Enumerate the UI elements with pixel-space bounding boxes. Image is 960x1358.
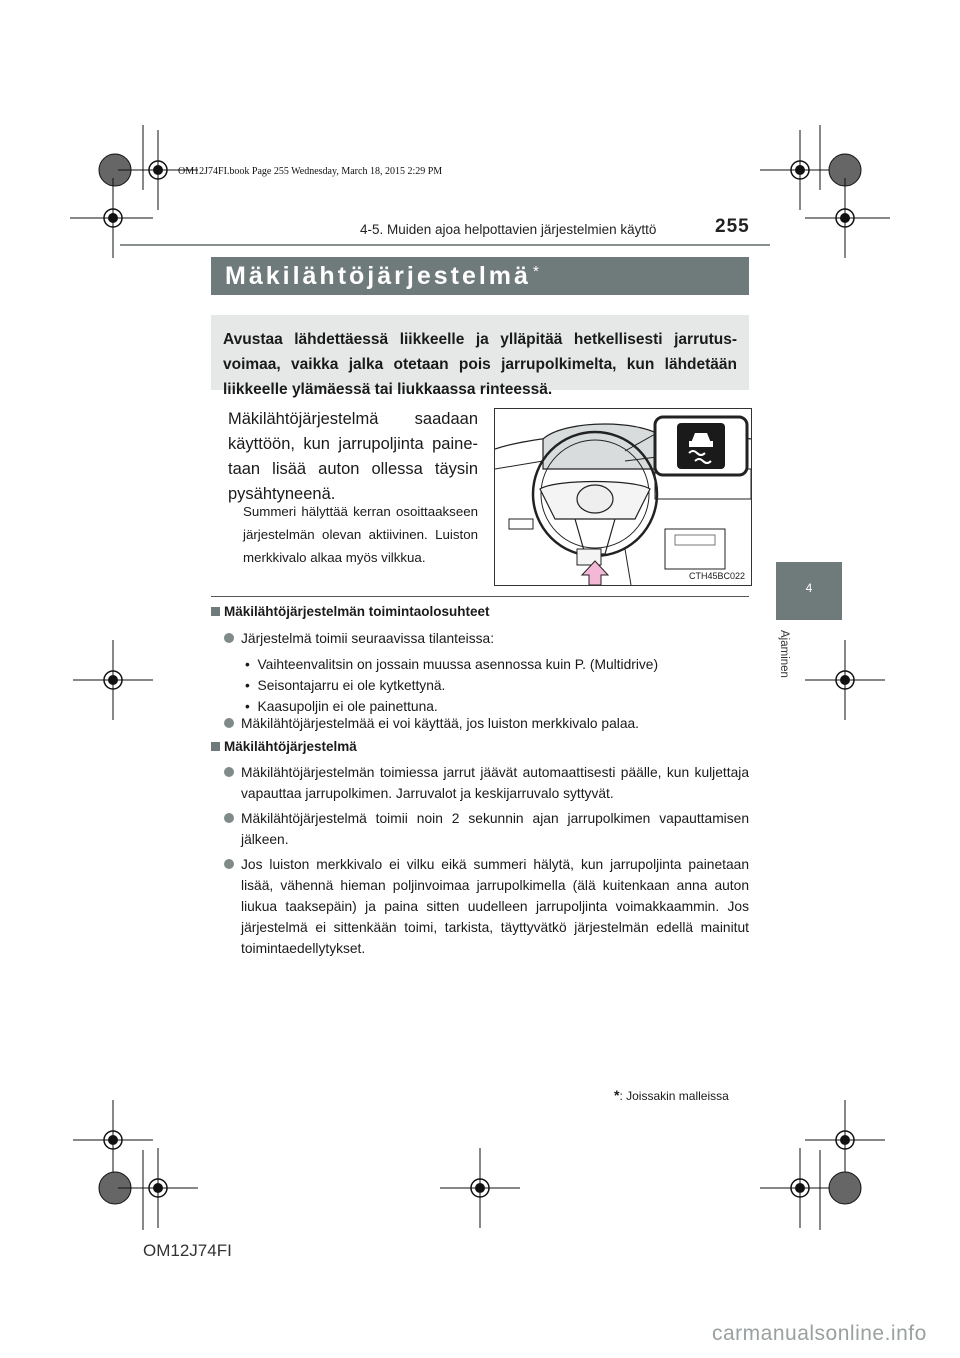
bullet-item: Mäkilähtöjärjestelmä toimii noin 2 sekunnin ajan jarrupolkimen vapauttamisen jälkeen. (224, 808, 749, 850)
lead-note: Summeri hälyttää kerran osoittaakseen järjestelmän olevan aktiivinen. Luiston merkkivalo alkaa myös vilkkua. (243, 504, 478, 565)
watermark: carmanualsonline.info (712, 1322, 927, 1345)
sub-item: • Kaasupoljin ei ole painettuna. (245, 699, 438, 714)
registration-mark (73, 640, 153, 720)
lead-text: Mäkilähtöjärjestelmä saadaan käyttöön, kun jarrupoljinta painetaan lisää auton ollessa täysin pysähtyneenä. (228, 410, 478, 503)
footnote-star: * (614, 1087, 620, 1103)
sub-item: • Seisontajarru ei ole kytkettynä. (245, 678, 446, 693)
sub-item: • Vaihteenvalitsin on jossain muussa asennossa kuin P. (Multidrive) (245, 657, 659, 672)
registration-mark (805, 1100, 885, 1180)
print-info: OM12J74FI.book Page 255 Wednesday, March 18, 2015 2:29 PM (178, 166, 443, 177)
section-marker (211, 742, 220, 751)
chapter-number: 4 (805, 581, 813, 595)
section-heading-conditions: Mäkilähtöjärjestelmän toimintaolosuhteet (211, 604, 490, 619)
footnote-text: : Joissakin malleissa (619, 1089, 729, 1103)
footnote (614, 1087, 729, 1103)
bullet-item: Järjestelmä toimii seuraavissa tilanteissa: (224, 628, 749, 649)
registration-mark (805, 640, 885, 720)
bullet-item: Jos luiston merkkivalo ei vilku eikä summeri hälytä, kun jarrupoljinta painetaan lisää, vähennä hieman poljinvoimaa jarrupolkimella (älä kuitenkaan anna auton liukua taaksepäin) ja paina sitten uudelleen jarrupoljinta voimakkaammin. Jos järjestelmä ei sittenkään toimi, tarkista, täyttyvätkö järjestelmän edellä mainitut toimintaedellytykset. (224, 854, 749, 959)
registration-mark (440, 1148, 520, 1228)
section-header: 4-5. Muiden ajoa helpottavien järjestelmien käyttö (360, 222, 657, 237)
chapter-label: Ajaminen (778, 630, 790, 678)
dashboard-drawing (495, 409, 751, 585)
header-rule (120, 244, 770, 246)
registration-mark (73, 178, 153, 258)
bullet-item: Mäkilähtöjärjestelmää ei voi käyttää, jos luiston merkkivalo palaa. (224, 713, 749, 734)
registration-mark (760, 1148, 840, 1228)
page-number: 255 (715, 216, 750, 237)
content-divider (211, 596, 749, 597)
footer-code: OM12J74FI (143, 1241, 232, 1260)
title-star: * (532, 263, 542, 280)
page-title (211, 257, 749, 295)
illustration-code: CTH45BC022 (688, 571, 745, 581)
title-text: Mäkilähtöjärjestelmä (225, 262, 531, 290)
chapter-tab (776, 562, 842, 620)
registration-mark (805, 178, 885, 258)
section-heading-system: Mäkilähtöjärjestelmä (211, 739, 357, 754)
intro-box: Avustaa lähdettäessä liikkeelle ja ylläpitää hetkellisesti jarrutusvoimaa, vaikka jalka otetaan pois jarrupolkimelta, kun lähdetään liikkeelle ylämäessä tai liukkaassa rinteessä. (211, 315, 749, 390)
dashboard-illustration (494, 408, 752, 586)
registration-mark (760, 130, 840, 210)
sub-list (245, 654, 745, 717)
bullet-item: Mäkilähtöjärjestelmän toimiessa jarrut jäävät automaattisesti päälle, kun kuljettaja vapauttaa jarrupolkimen. Jarruvalot ja keskijarruvalo syttyvät. (224, 762, 749, 804)
registration-mark (829, 1172, 861, 1204)
registration-mark (118, 1148, 198, 1228)
section-marker (211, 607, 220, 616)
registration-mark (73, 1100, 153, 1180)
